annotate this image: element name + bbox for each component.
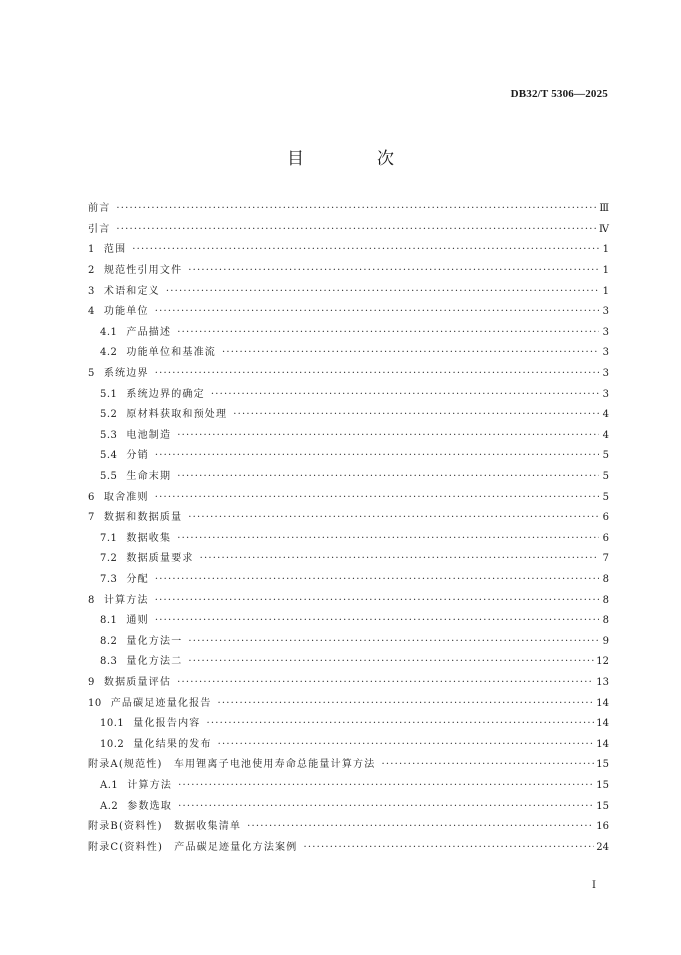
toc-entry-title: 量化结果的发布: [133, 738, 212, 750]
toc-entry-number: 10: [88, 697, 102, 709]
toc-entry-page: 3: [602, 326, 609, 338]
toc-entry-title: 产品描述: [126, 326, 172, 338]
toc-entry-number: A.1: [100, 779, 119, 791]
toc-entry-page: 6: [602, 532, 609, 544]
toc-dot-leader: [155, 307, 599, 317]
toc-entry-number: 8.2: [100, 635, 118, 647]
toc-entry[interactable]: [88, 343, 609, 364]
toc-entry-title: 量化方法一: [126, 635, 183, 647]
toc-entry-page: 13: [596, 676, 609, 688]
toc-entry-page: 15: [596, 800, 609, 812]
toc-dot-leader: [206, 719, 594, 729]
toc-entry-page: 5: [602, 491, 609, 503]
toc-entry-title: 量化方法二: [126, 656, 183, 668]
toc-entry-number: 5: [88, 368, 95, 380]
toc-entry-page: 14: [596, 697, 609, 709]
toc-entry-page: 1: [602, 244, 609, 256]
toc-entry[interactable]: [88, 673, 609, 694]
toc-dot-leader: [188, 266, 599, 276]
toc-entry-number: 7: [88, 512, 95, 524]
toc-dot-leader: [222, 348, 599, 358]
toc-entry-page: 8: [602, 615, 609, 627]
toc-dot-leader: [132, 245, 599, 255]
toc-dot-leader: [177, 472, 599, 482]
toc-entry-page: 3: [602, 388, 609, 400]
toc-entry-title: 取舍准则: [103, 491, 149, 503]
toc-entry-title: 参数选取: [127, 800, 173, 812]
toc-entry-number: 5.5: [100, 471, 118, 483]
toc-entry-page: 5: [602, 471, 609, 483]
toc-entry-title: 规范性引用文件: [103, 265, 183, 277]
toc-entry[interactable]: [88, 693, 609, 714]
toc-entry-number: 5.2: [100, 409, 118, 421]
toc-entry-number: 7.2: [100, 553, 118, 565]
toc-dot-leader: [177, 431, 599, 441]
toc-entry[interactable]: [88, 487, 609, 508]
toc-dot-leader: [247, 822, 594, 832]
toc-dot-leader: [188, 513, 599, 523]
toc-dot-leader: [116, 204, 597, 214]
toc-entry[interactable]: [88, 384, 609, 405]
toc-entry-title: 数据质量评估: [103, 676, 172, 688]
toc-entry-number: 6: [88, 491, 95, 503]
toc-entry-page: 3: [602, 347, 609, 359]
toc-dot-leader: [218, 699, 595, 709]
toc-dot-leader: [177, 534, 599, 544]
toc-entry[interactable]: [88, 467, 609, 488]
toc-entry-page: 15: [596, 779, 609, 791]
toc-entry[interactable]: [88, 590, 609, 611]
toc-entry-page: 16: [596, 821, 609, 833]
toc-entry-title: 生命末期: [126, 471, 172, 483]
toc-dot-leader: [155, 369, 599, 379]
toc-entry[interactable]: [88, 817, 609, 838]
toc-entry-number: 1: [88, 244, 95, 256]
table-of-contents: [88, 199, 609, 858]
toc-entry-title: 功能单位: [103, 306, 149, 318]
toc-entry-page: 7: [602, 553, 609, 565]
toc-entry-title: 引言: [88, 223, 111, 235]
toc-dot-leader: [188, 657, 594, 667]
toc-entry[interactable]: [88, 508, 609, 529]
toc-dot-leader: [155, 493, 599, 503]
toc-entry[interactable]: [88, 714, 609, 735]
toc-entry-title: 电池制造: [126, 429, 172, 441]
toc-entry[interactable]: [88, 364, 609, 385]
toc-entry[interactable]: [88, 631, 609, 652]
toc-entry[interactable]: [88, 570, 609, 591]
toc-entry-title: 数据和数据质量: [103, 512, 183, 524]
toc-entry-number: 7.1: [100, 532, 118, 544]
toc-dot-leader: [166, 287, 599, 297]
toc-entry-page: 4: [602, 409, 609, 421]
toc-entry[interactable]: [88, 796, 609, 817]
document-code: DB32/T 5306—2025: [510, 88, 608, 100]
toc-entry-number: 4.1: [100, 326, 118, 338]
toc-dot-leader: [303, 843, 594, 853]
toc-dot-leader: [155, 451, 599, 461]
toc-dot-leader: [200, 554, 599, 564]
toc-entry-title: 附录C(资料性) 产品碳足迹量化方法案例: [88, 841, 298, 853]
toc-entry[interactable]: [88, 776, 609, 797]
toc-entry-number: 4: [88, 306, 95, 318]
toc-entry-number: 3: [88, 285, 95, 297]
toc-entry[interactable]: [88, 837, 609, 858]
toc-entry-number: 5.1: [100, 388, 118, 400]
toc-entry[interactable]: [88, 549, 609, 570]
toc-entry-page: 3: [602, 306, 609, 318]
toc-entry-number: 10.2: [100, 738, 125, 750]
page-title: 目 次: [287, 149, 422, 169]
toc-entry-page: 4: [602, 429, 609, 441]
toc-entry-title: 功能单位和基准流: [126, 347, 217, 359]
toc-entry-page: 1: [602, 265, 609, 277]
page-number: I: [592, 880, 596, 891]
toc-entry-page: 8: [602, 573, 609, 585]
toc-entry-title: 前言: [88, 203, 111, 215]
toc-entry[interactable]: [88, 405, 609, 426]
toc-entry-title: 数据收集: [126, 532, 172, 544]
toc-dot-leader: [178, 802, 594, 812]
toc-entry[interactable]: [88, 261, 609, 282]
toc-dot-leader: [177, 678, 594, 688]
toc-entry-number: 2: [88, 265, 95, 277]
toc-entry-title: 量化报告内容: [133, 718, 201, 730]
toc-dot-leader: [116, 225, 597, 235]
toc-entry[interactable]: [88, 446, 609, 467]
toc-dot-leader: [381, 760, 594, 770]
toc-entry[interactable]: [88, 734, 609, 755]
toc-entry-page: 5: [602, 450, 609, 462]
toc-entry[interactable]: [88, 323, 609, 344]
toc-entry-number: A.2: [100, 800, 119, 812]
toc-entry-title: 计算方法: [127, 779, 173, 791]
toc-entry[interactable]: [88, 755, 609, 776]
toc-entry-number: 8.1: [100, 615, 118, 627]
toc-entry-number: 4.2: [100, 347, 118, 359]
toc-entry-title: 计算方法: [103, 594, 149, 606]
toc-entry-number: 5.3: [100, 429, 118, 441]
toc-entry-title: 附录B(资料性) 数据收集清单: [88, 821, 242, 833]
toc-dot-leader: [233, 410, 599, 420]
toc-entry-title: 产品碳足迹量化报告: [110, 697, 212, 709]
toc-entry[interactable]: [88, 611, 609, 632]
toc-entry-title: 术语和定义: [103, 285, 160, 297]
toc-entry-title: 附录A(规范性) 车用锂离子电池使用寿命总能量计算方法: [88, 759, 376, 771]
toc-entry-page: 14: [596, 718, 609, 730]
toc-entry[interactable]: [88, 240, 609, 261]
toc-entry-title: 原材料获取和预处理: [126, 409, 228, 421]
toc-dot-leader: [155, 596, 599, 606]
toc-entry-page: 14: [596, 738, 609, 750]
toc-entry-page: Ⅳ: [599, 223, 609, 235]
toc-entry-title: 分销: [126, 450, 149, 462]
toc-entry-number: 7.3: [100, 573, 118, 585]
toc-dot-leader: [178, 781, 594, 791]
toc-entry-title: 通则: [126, 615, 149, 627]
toc-entry-page: 1: [602, 285, 609, 297]
toc-entry-number: 8.3: [100, 656, 118, 668]
toc-entry-page: 3: [602, 368, 609, 380]
toc-entry-title: 范围: [103, 244, 127, 256]
toc-entry-title: 系统边界: [103, 368, 149, 380]
toc-entry[interactable]: [88, 529, 609, 550]
toc-dot-leader: [155, 575, 599, 585]
toc-dot-leader: [218, 740, 595, 750]
toc-entry-page: 9: [602, 635, 609, 647]
toc-entry-number: 5.4: [100, 450, 118, 462]
toc-entry-page: 12: [596, 656, 609, 668]
toc-entry-page: 15: [596, 759, 609, 771]
toc-entry-number: 8: [88, 594, 95, 606]
toc-entry[interactable]: [88, 652, 609, 673]
toc-entry[interactable]: [88, 426, 609, 447]
toc-entry-title: 数据质量要求: [126, 553, 194, 565]
toc-entry-title: 系统边界的确定: [126, 388, 205, 400]
toc-entry[interactable]: [88, 220, 609, 241]
toc-entry[interactable]: [88, 302, 609, 323]
toc-dot-leader: [177, 328, 599, 338]
toc-entry-page: Ⅲ: [599, 203, 609, 215]
toc-entry-title: 分配: [126, 573, 149, 585]
toc-entry-page: 6: [602, 512, 609, 524]
toc-entry[interactable]: [88, 199, 609, 220]
toc-dot-leader: [211, 390, 599, 400]
toc-entry-number: 10.1: [100, 718, 125, 730]
toc-dot-leader: [155, 616, 599, 626]
toc-entry-page: 8: [602, 594, 609, 606]
toc-dot-leader: [188, 637, 599, 647]
toc-entry-number: 9: [88, 676, 95, 688]
toc-entry[interactable]: [88, 281, 609, 302]
toc-entry-page: 24: [596, 841, 609, 853]
